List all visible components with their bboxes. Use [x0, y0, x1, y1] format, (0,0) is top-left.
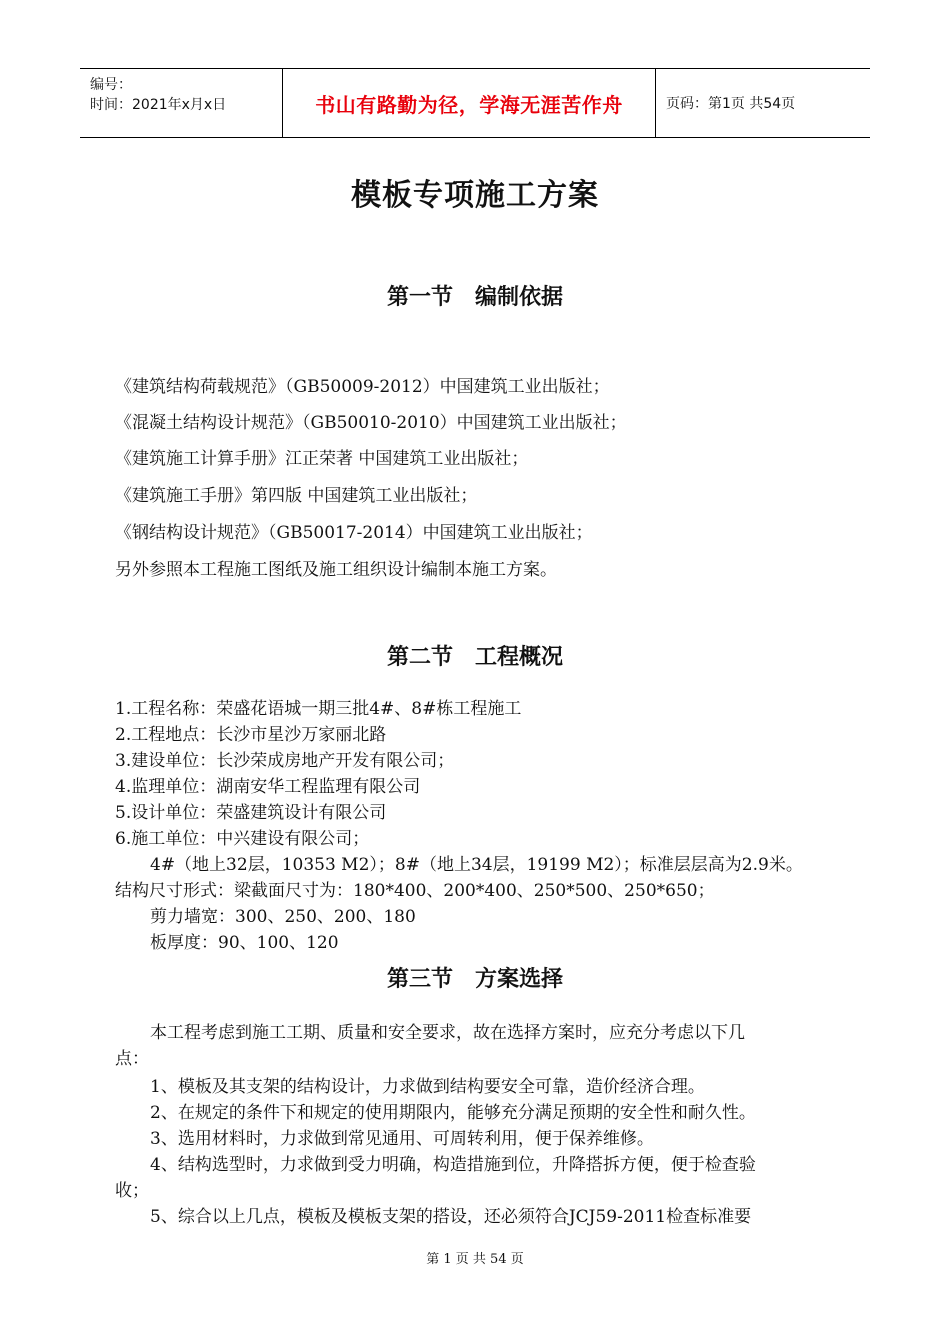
overview-item: 4.监理单位：湖南安华工程监理有限公司: [115, 777, 421, 797]
overview-item: 6.施工单位：中兴建设有限公司；: [115, 829, 370, 849]
section2-title: 第二节 工程概况: [386, 644, 563, 670]
plan-point: 5、综合以上几点，模板及模板支架的搭设，还必须符合JCJ59-2011检查标准要: [150, 1207, 752, 1227]
header-time: 时间：2021年x月x日: [90, 97, 227, 113]
header-motto-cell: [282, 69, 656, 137]
reference-item: 《建筑施工手册》第四版 中国建筑工业出版社；: [115, 486, 478, 506]
plan-intro-cont: 点：: [115, 1049, 149, 1069]
overview-item: 1.工程名称：荣盛花语城一期三批4#、8#栋工程施工: [115, 699, 522, 719]
header-meta: [80, 69, 282, 137]
plan-point: 1、模板及其支架的结构设计，力求做到结构要安全可靠，造价经济合理。: [150, 1077, 705, 1097]
floors-info: 4#（地上32层，10353 M2）；8#（地上34层，19199 M2）；标准层层高为2.9米。: [150, 855, 803, 875]
reference-item: 《钢结构设计规范》（GB50017-2014）中国建筑工业出版社；: [115, 523, 593, 543]
plan-point-cont: 收；: [115, 1181, 149, 1201]
shear-wall-info: 剪力墙宽：300、250、200、180: [150, 907, 416, 927]
reference-item: 另外参照本工程施工图纸及施工组织设计编制本施工方案。: [115, 560, 557, 580]
header-motto: 书山有路勤为径，学海无涯苦作舟: [315, 92, 623, 117]
page-header: [80, 68, 870, 138]
section3-title: 第三节 方案选择: [386, 966, 563, 992]
overview-item: 5.设计单位：荣盛建筑设计有限公司: [115, 803, 387, 823]
overview-item: 3.建设单位：长沙荣成房地产开发有限公司；: [115, 751, 455, 771]
header-page-info: 页码：第1页 共54页: [666, 96, 796, 112]
overview-item: 2.工程地点：长沙市星沙万家丽北路: [115, 725, 387, 745]
header-number: 编号：: [90, 77, 132, 93]
plan-point: 4、结构选型时，力求做到受力明确，构造措施到位，升降搭拆方便，便于检查验: [150, 1155, 756, 1175]
page-footer: 第 1 页 共 54 页: [426, 1252, 524, 1267]
reference-item: 《混凝土结构设计规范》（GB50010-2010）中国建筑工业出版社；: [115, 413, 627, 433]
plan-point: 3、选用材料时，力求做到常见通用、可周转利用，便于保养维修。: [150, 1129, 654, 1149]
reference-item: 《建筑施工计算手册》江正荣著 中国建筑工业出版社；: [115, 449, 529, 469]
plan-intro: 本工程考虑到施工工期、质量和安全要求，故在选择方案时，应充分考虑以下几: [150, 1023, 745, 1043]
reference-item: 《建筑结构荷载规范》（GB50009-2012）中国建筑工业出版社；: [115, 377, 610, 397]
section1-title: 第一节 编制依据: [386, 284, 563, 310]
document-title: 模板专项施工方案: [351, 178, 599, 213]
slab-info: 板厚度：90、100、120: [150, 933, 339, 953]
struct-size-info: 结构尺寸形式：梁截面尺寸为：180*400、200*400、250*500、250*650；: [115, 881, 715, 901]
plan-point: 2、在规定的条件下和规定的使用期限内，能够充分满足预期的安全性和耐久性。: [150, 1103, 756, 1123]
